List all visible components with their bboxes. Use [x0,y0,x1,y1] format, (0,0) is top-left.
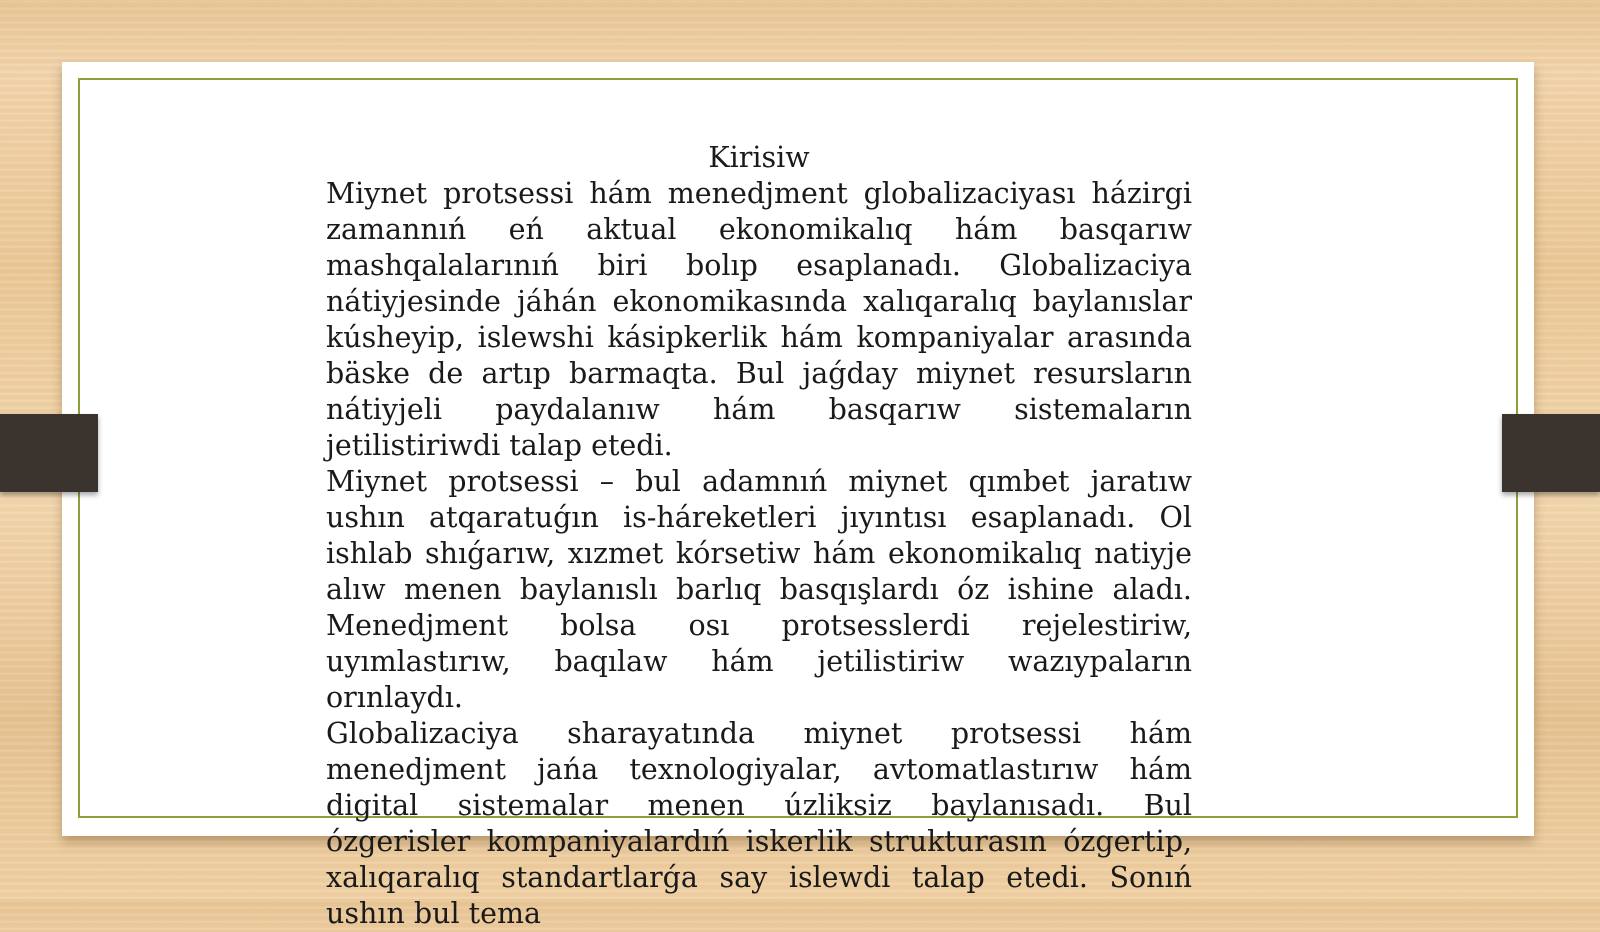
slide-heading: Kirisiw [708,141,810,174]
paragraph-2: Miynet protsessi – bul adamnıń miynet qımbet jaratıw ushın atqaratuǵın is-háreketleri jıyıntısı esaplanadı. Ol ishlab shıǵarıw, xızmet kórsetiw hám ekonomikalıq natiyje alıw menen baylanıslı barlıq basqışlardı óz ishine aladı. Menedjment bolsa osı protsesslerdi rejelestiriw, uyımlastırıw, baqılaw hám jetilistiriw wazıypaların orınlaydı. [326,465,1192,714]
slide-text-block [326,140,1192,932]
paragraph-3: Globalizaciya sharayatında miynet protsessi hám menedjment jańa texnologiyalar, avtomatlastırıw hám digital sistemalar menen úzliksiz baylanısadı. Bul ózgerisler kompaniyalardıń iskerlik strukturasın ózgertip, xalıqaralıq standartlarǵa say islewdi talap etedi. Sonıń ushın bul tema [326,717,1192,930]
left-binder-clip [0,414,98,492]
paragraph-1: Miynet protsessi hám menedjment globalizaciyası házirgi zamannıń eń aktual ekonomikalıq hám basqarıw mashqalalarınıń biri bolıp esaplanadı. Globalizaciya nátiyjesinde jáhán ekonomikasında xalıqaralıq baylanıslar kúsheyip, islewshi kásipkerlik hám kompaniyalar arasında bäske de artıp barmaqta. Bul jaǵday miynet resursların nátiyjeli paydalanıw hám basqarıw sistemaların jetilistiriwdi talap etedi. [326,177,1192,462]
right-binder-clip [1502,414,1600,492]
